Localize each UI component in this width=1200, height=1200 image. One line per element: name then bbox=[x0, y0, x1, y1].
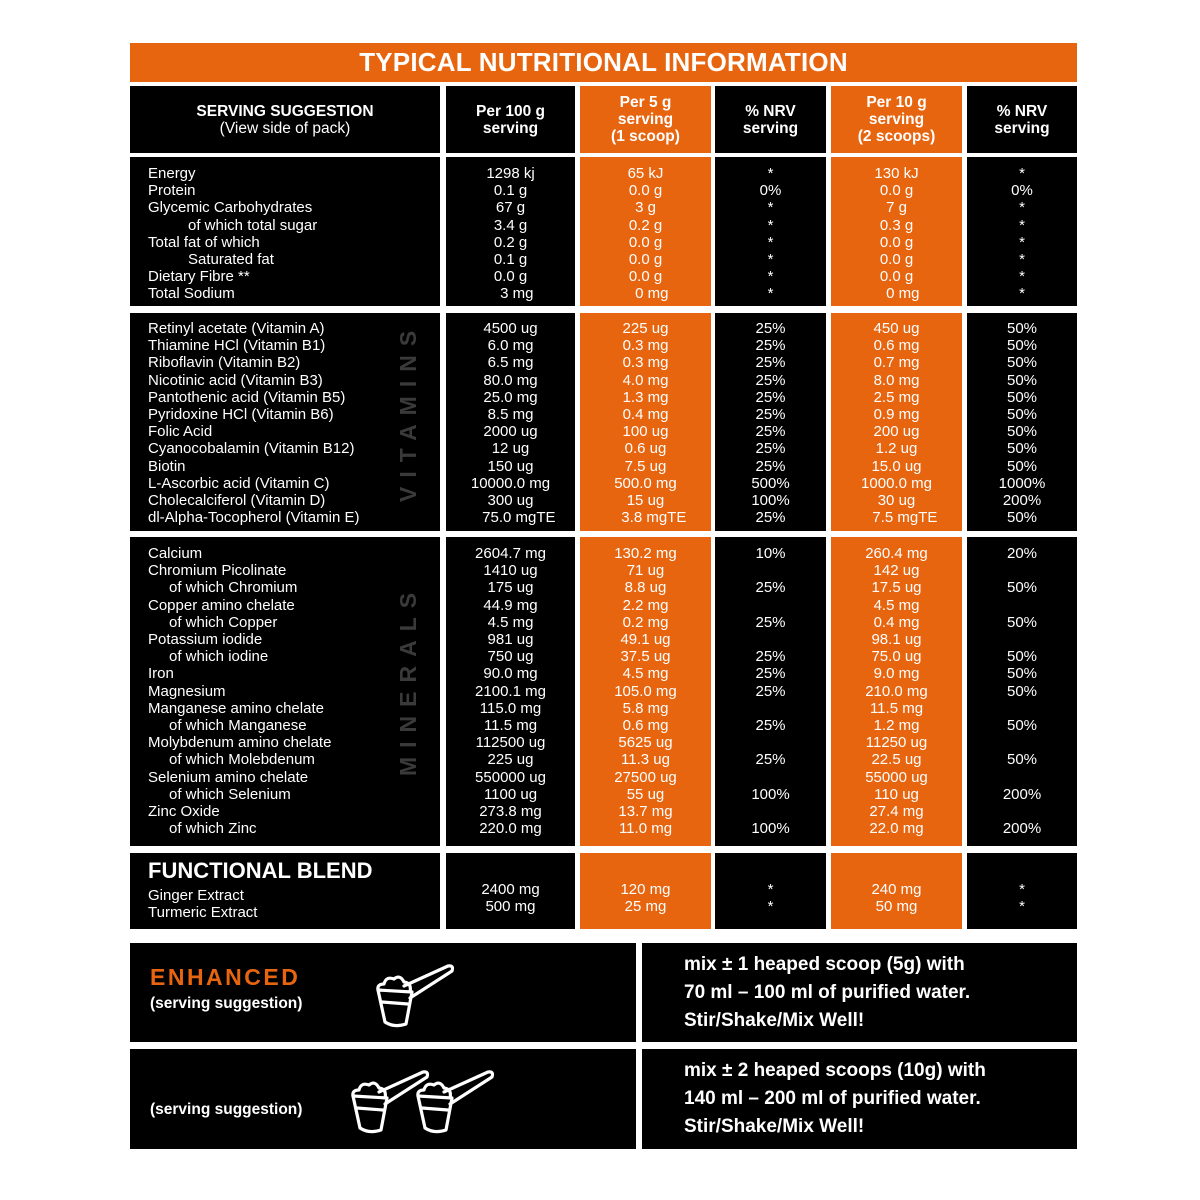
value-cell: 981 ug bbox=[487, 631, 534, 649]
value-cell: 25% bbox=[755, 648, 786, 666]
value-cell bbox=[715, 734, 826, 751]
value-cell: 0.0 g bbox=[628, 268, 663, 286]
value-cell: * bbox=[1019, 881, 1025, 898]
value-cell bbox=[967, 562, 1077, 579]
value-cell: 0.3 g bbox=[879, 216, 914, 234]
value-cell: 0.0 g bbox=[879, 182, 914, 200]
value-cell: 5625 ug bbox=[618, 734, 673, 752]
value-cell: 25% bbox=[755, 509, 786, 527]
header-label: % NRV bbox=[745, 102, 796, 120]
nutrient-name: of which total sugar bbox=[188, 216, 318, 234]
value-cell: 50 mg bbox=[875, 898, 918, 916]
vitamins-per5-values bbox=[580, 320, 711, 526]
value-cell: 240 mg bbox=[871, 881, 922, 898]
nutrient-name: Retinyl acetate (Vitamin A) bbox=[148, 320, 325, 337]
value-cell: 25% bbox=[755, 440, 786, 458]
value-cell: 3.4 g bbox=[493, 216, 528, 234]
general-per100-values bbox=[446, 165, 575, 303]
header-label: Per 10 g bbox=[866, 94, 927, 111]
nutrient-name: Magnesium bbox=[148, 682, 226, 700]
value-cell: 25% bbox=[755, 337, 786, 355]
value-cell: 13.7 mg bbox=[618, 803, 673, 821]
value-cell: 55000 ug bbox=[865, 768, 928, 786]
value-cell: 17.5 ug bbox=[871, 579, 922, 597]
value-cell: 27500 ug bbox=[614, 768, 677, 786]
value-cell: 120 mg bbox=[620, 881, 671, 898]
value-cell bbox=[967, 803, 1077, 820]
instruction-line: mix ± 1 heaped scoop (5g) with bbox=[684, 954, 965, 975]
nutrient-name: Glycemic Carbohydrates bbox=[148, 199, 313, 217]
instruction-line: Stir/Shake/Mix Well! bbox=[684, 1116, 865, 1137]
value-cell: 25% bbox=[755, 320, 786, 337]
value-cell: 50% bbox=[1006, 423, 1038, 441]
value-cell: 4.5 mg bbox=[622, 665, 669, 683]
value-cell: 115.0 mg bbox=[479, 699, 542, 717]
functional-per100-values bbox=[446, 881, 575, 915]
value-cell: 11.5 mg bbox=[869, 699, 924, 717]
value-cell: 25% bbox=[755, 717, 786, 735]
header-label: serving bbox=[868, 111, 925, 128]
value-cell: 142 ug bbox=[873, 562, 920, 580]
nutrient-name: Protein bbox=[148, 182, 196, 200]
value-cell: 50% bbox=[1006, 440, 1038, 458]
value-cell: 25% bbox=[755, 613, 786, 631]
value-cell: 50% bbox=[1006, 371, 1038, 389]
value-cell: 100% bbox=[751, 785, 790, 803]
value-cell: 50% bbox=[1006, 388, 1038, 406]
value-cell: 0.0 g bbox=[628, 182, 663, 200]
value-cell: 0.0 g bbox=[628, 251, 663, 269]
general-names bbox=[148, 165, 438, 303]
value-cell: 25% bbox=[755, 354, 786, 372]
value-cell: 1.3 mg bbox=[622, 388, 669, 406]
minerals-per5-values bbox=[580, 545, 711, 837]
nutrient-name: Total fat of which bbox=[148, 233, 260, 251]
general-per5-values bbox=[580, 165, 711, 303]
value-cell: 25% bbox=[755, 457, 786, 475]
value-cell: 2.2 mg bbox=[622, 596, 669, 614]
nutrient-name: Cyanocobalamin (Vitamin B12) bbox=[148, 440, 355, 458]
nutrient-name: Cholecalciferol (Vitamin D) bbox=[148, 492, 326, 510]
nutrient-name: L-Ascorbic acid (Vitamin C) bbox=[148, 474, 330, 492]
value-cell: 0.7 mg bbox=[873, 354, 920, 372]
nutrient-name: Folic Acid bbox=[148, 423, 213, 441]
nutrient-name: of which Selenium bbox=[169, 785, 291, 803]
value-cell: 50% bbox=[1006, 354, 1038, 372]
header-per-10g bbox=[831, 86, 962, 153]
functional-blend-title: FUNCTIONAL BLEND bbox=[148, 858, 373, 883]
value-cell: 200 ug bbox=[873, 423, 920, 441]
value-cell: 750 ug bbox=[487, 648, 534, 666]
value-cell: 130.2 mg bbox=[614, 545, 677, 562]
value-cell: 0% bbox=[1011, 182, 1033, 200]
value-cell: * bbox=[1019, 285, 1025, 303]
functional-nrv5-values bbox=[715, 881, 826, 915]
nutrient-name: of which Zinc bbox=[169, 820, 257, 838]
minerals-names bbox=[148, 545, 398, 837]
header-serving-suggestion bbox=[130, 86, 440, 153]
header-label: serving bbox=[482, 119, 539, 137]
value-cell: * bbox=[767, 898, 774, 916]
value-cell: 0.3 mg bbox=[622, 354, 669, 372]
value-cell: 50% bbox=[1006, 457, 1038, 475]
value-cell: 6.0 mg bbox=[487, 337, 534, 355]
value-cell: 25% bbox=[755, 423, 786, 441]
value-cell: 9.0 mg bbox=[873, 665, 920, 683]
nutrient-name: Thiamine HCl (Vitamin B1) bbox=[148, 337, 326, 355]
value-cell: 50% bbox=[1006, 406, 1038, 424]
value-cell: 50% bbox=[1006, 717, 1038, 735]
value-cell: 110 ug bbox=[874, 785, 919, 803]
value-cell: * bbox=[767, 216, 774, 234]
value-cell bbox=[715, 700, 826, 717]
value-cell bbox=[715, 803, 826, 820]
value-cell: 5.8 mg bbox=[622, 699, 669, 717]
value-cell: 2400 mg bbox=[481, 881, 540, 898]
vitamins-nrv10-values bbox=[967, 320, 1077, 526]
header-label: SERVING SUGGESTION bbox=[196, 102, 374, 120]
value-cell: * bbox=[767, 268, 774, 286]
value-cell: 7.5 ug bbox=[624, 457, 667, 475]
minerals-nrv10-values bbox=[967, 545, 1077, 837]
value-cell: 112500 ug bbox=[475, 734, 546, 752]
value-cell: 67 g bbox=[495, 199, 526, 217]
value-cell: 200% bbox=[1002, 785, 1042, 803]
value-cell bbox=[967, 769, 1077, 786]
value-cell: 550000 ug bbox=[475, 768, 546, 786]
double-instructions bbox=[684, 1057, 986, 1141]
value-cell bbox=[967, 597, 1077, 614]
value-cell: 44.9 mg bbox=[483, 596, 538, 614]
value-cell: * bbox=[1019, 268, 1025, 286]
nutrient-name: Manganese amino chelate bbox=[148, 699, 324, 717]
header-label: (2 scoops) bbox=[857, 128, 936, 145]
value-cell: 0.1 g bbox=[493, 182, 528, 200]
minerals-per100-values bbox=[446, 545, 575, 837]
nutrient-name: Chromium Picolinate bbox=[148, 562, 287, 580]
value-cell: 50% bbox=[1006, 648, 1038, 666]
header-label: (1 scoop) bbox=[611, 128, 680, 145]
value-cell: 500.0 mg bbox=[614, 474, 677, 492]
value-cell: 0.0 g bbox=[879, 251, 914, 269]
minerals-per10-values bbox=[831, 545, 962, 837]
nutrient-name: Energy bbox=[148, 165, 196, 182]
value-cell: 0.9 mg bbox=[873, 406, 920, 424]
header-label: serving bbox=[617, 111, 674, 128]
value-cell: 50% bbox=[1006, 665, 1038, 683]
value-cell: 15.0 ug bbox=[871, 457, 922, 475]
instruction-line: 140 ml – 200 ml of purified water. bbox=[684, 1088, 981, 1109]
value-cell: 22.0 mg bbox=[869, 820, 924, 838]
value-cell: 130 kJ bbox=[874, 165, 919, 182]
minerals-vertical-label: MINERALS bbox=[395, 583, 421, 776]
vitamins-vertical-label: VITAMINS bbox=[395, 321, 421, 502]
value-cell: 2100.1 mg bbox=[475, 682, 546, 700]
scoop-icon bbox=[370, 962, 460, 1032]
value-cell: * bbox=[767, 199, 774, 217]
value-cell: 200% bbox=[1002, 492, 1042, 510]
nutrient-name: Riboflavin (Vitamin B2) bbox=[148, 354, 301, 372]
nutrient-name: of which Manganese bbox=[169, 717, 307, 735]
value-cell: 80.0 mg bbox=[483, 371, 538, 389]
value-cell: 0.2 g bbox=[628, 216, 663, 234]
nutrient-name: Selenium amino chelate bbox=[148, 768, 309, 786]
value-cell: * bbox=[767, 165, 774, 182]
value-cell: 1410 ug bbox=[483, 562, 538, 580]
value-cell: 0 mg bbox=[622, 285, 669, 303]
value-cell: 75.0 mgTE bbox=[465, 509, 556, 527]
value-cell: 4.0 mg bbox=[622, 371, 669, 389]
value-cell: * bbox=[767, 285, 774, 303]
vitamins-nrv5-values bbox=[715, 320, 826, 526]
minerals-nrv5-values bbox=[715, 545, 826, 837]
value-cell: 2604.7 mg bbox=[475, 545, 546, 562]
value-cell: 0.4 mg bbox=[622, 406, 669, 424]
value-cell: 55 ug bbox=[626, 785, 665, 803]
nutrient-name: Pyridoxine HCl (Vitamin B6) bbox=[148, 406, 334, 424]
value-cell: * bbox=[767, 881, 774, 898]
value-cell bbox=[967, 631, 1077, 648]
nutrient-name: Molybdenum amino chelate bbox=[148, 734, 332, 752]
value-cell: 7 g bbox=[886, 199, 907, 217]
value-cell: 100 ug bbox=[622, 423, 669, 441]
value-cell: 90.0 mg bbox=[483, 665, 538, 683]
value-cell: 0.0 g bbox=[879, 233, 914, 251]
nutrient-name: Dietary Fibre ** bbox=[148, 268, 250, 286]
value-cell: 210.0 mg bbox=[865, 682, 928, 700]
header-sublabel: (View side of pack) bbox=[219, 119, 351, 137]
value-cell: * bbox=[1019, 251, 1025, 269]
value-cell: 1.2 mg bbox=[873, 717, 920, 735]
value-cell: 50% bbox=[1006, 579, 1038, 597]
value-cell: 50% bbox=[1006, 337, 1038, 355]
value-cell: * bbox=[767, 233, 774, 251]
value-cell: 65 kJ bbox=[627, 165, 664, 182]
value-cell bbox=[715, 631, 826, 648]
value-cell: 0.6 ug bbox=[624, 440, 667, 458]
value-cell: 300 ug bbox=[487, 492, 534, 510]
value-cell bbox=[967, 734, 1077, 751]
value-cell: 0.0 g bbox=[628, 233, 663, 251]
instruction-line: mix ± 2 heaped scoops (10g) with bbox=[684, 1060, 986, 1081]
value-cell: 175 ug bbox=[487, 579, 534, 597]
value-cell: 260.4 mg bbox=[865, 545, 928, 562]
value-cell: 71 ug bbox=[626, 562, 665, 580]
value-cell: 225 ug bbox=[487, 751, 534, 769]
value-cell: 25% bbox=[755, 682, 786, 700]
header-per-5g bbox=[580, 86, 711, 153]
value-cell: 500 mg bbox=[485, 898, 536, 916]
nutrient-name: Turmeric Extract bbox=[148, 904, 258, 922]
value-cell: 11250 ug bbox=[865, 734, 928, 752]
nutrient-name: Copper amino chelate bbox=[148, 596, 295, 614]
nutrient-name: of which Copper bbox=[169, 613, 278, 631]
value-cell: 15 ug bbox=[626, 492, 665, 510]
value-cell: 0.6 mg bbox=[622, 717, 669, 735]
value-cell: 49.1 ug bbox=[620, 631, 671, 649]
value-cell: 50% bbox=[1006, 320, 1038, 337]
nutrient-name: Potassium iodide bbox=[148, 631, 263, 649]
vitamins-names bbox=[148, 320, 398, 526]
header-label: Per 5 g bbox=[619, 94, 672, 111]
value-cell: 11.0 mg bbox=[618, 820, 673, 838]
value-cell: 2000 ug bbox=[483, 423, 538, 441]
nutrient-name: of which Molebdenum bbox=[169, 751, 315, 769]
nutrient-name: dl-Alpha-Tocopherol (Vitamin E) bbox=[148, 509, 360, 527]
value-cell bbox=[715, 769, 826, 786]
value-cell: * bbox=[767, 251, 774, 269]
value-cell: * bbox=[1019, 898, 1025, 916]
value-cell: 200% bbox=[1002, 820, 1042, 838]
general-nrv5-values bbox=[715, 165, 826, 303]
nutrient-name: Saturated fat bbox=[188, 251, 274, 269]
value-cell: 50% bbox=[1006, 509, 1038, 527]
value-cell: * bbox=[1019, 233, 1025, 251]
value-cell: 100% bbox=[751, 492, 790, 510]
nutrient-name: of which iodine bbox=[169, 648, 269, 666]
value-cell: 0.0 g bbox=[879, 268, 914, 286]
value-cell: 0.6 mg bbox=[873, 337, 920, 355]
serving-suggestion-label: (serving suggestion) bbox=[150, 1101, 303, 1118]
value-cell: 37.5 ug bbox=[620, 648, 671, 666]
value-cell: 25 mg bbox=[624, 898, 667, 916]
value-cell: 1.2 ug bbox=[875, 440, 918, 458]
value-cell: 220.0 mg bbox=[479, 820, 542, 838]
value-cell bbox=[967, 700, 1077, 717]
value-cell: 25% bbox=[755, 406, 786, 424]
value-cell: 11.5 mg bbox=[483, 717, 538, 735]
value-cell: 3 mg bbox=[487, 285, 534, 303]
page-title: TYPICAL NUTRITIONAL INFORMATION bbox=[130, 43, 1077, 82]
functional-nrv10-values bbox=[967, 881, 1077, 915]
value-cell: 11.3 ug bbox=[621, 751, 670, 769]
nutrient-name: of which Chromium bbox=[169, 579, 298, 597]
nutrient-name: Pantothenic acid (Vitamin B5) bbox=[148, 388, 346, 406]
value-cell: 3.8 mgTE bbox=[604, 509, 687, 527]
instruction-line: Stir/Shake/Mix Well! bbox=[684, 1010, 865, 1031]
nutrient-name: Zinc Oxide bbox=[148, 803, 220, 821]
header-label: Per 100 g bbox=[476, 102, 545, 120]
value-cell: 225 ug bbox=[622, 320, 669, 337]
nutrient-name: Ginger Extract bbox=[148, 887, 244, 904]
value-cell: 12 ug bbox=[491, 440, 530, 458]
header-label: % NRV bbox=[996, 102, 1048, 120]
value-cell: 0.2 mg bbox=[622, 613, 669, 631]
value-cell bbox=[715, 562, 826, 579]
enhanced-label: ENHANCED bbox=[150, 964, 301, 990]
enhanced-instructions bbox=[684, 951, 970, 1035]
value-cell: 75.0 ug bbox=[871, 648, 922, 666]
nutrient-name: Biotin bbox=[148, 457, 186, 475]
value-cell: 22.5 ug bbox=[871, 751, 922, 769]
value-cell: 98.1 ug bbox=[871, 631, 922, 649]
nutrient-name: Iron bbox=[148, 665, 174, 683]
value-cell: 105.0 mg bbox=[614, 682, 677, 700]
value-cell: 150 ug bbox=[487, 457, 534, 475]
value-cell: 0.3 mg bbox=[622, 337, 669, 355]
value-cell: * bbox=[1019, 165, 1025, 182]
instruction-line: 70 ml – 100 ml of purified water. bbox=[684, 982, 971, 1003]
value-cell: 8.8 ug bbox=[624, 579, 667, 597]
value-cell: * bbox=[1019, 216, 1025, 234]
functional-per10-values bbox=[831, 881, 962, 915]
value-cell: 20% bbox=[1006, 545, 1038, 562]
value-cell: 25% bbox=[755, 388, 786, 406]
value-cell: 8.0 mg bbox=[873, 371, 920, 389]
value-cell: 27.4 mg bbox=[869, 803, 924, 821]
value-cell: 30 ug bbox=[877, 492, 916, 510]
value-cell: 1000% bbox=[998, 474, 1046, 492]
general-nrv10-values bbox=[967, 165, 1077, 303]
value-cell: 8.5 mg bbox=[487, 406, 534, 424]
value-cell: 25% bbox=[755, 579, 786, 597]
value-cell: 1000.0 mg bbox=[861, 474, 932, 492]
value-cell: 4.5 mg bbox=[487, 613, 534, 631]
general-per10-values bbox=[831, 165, 962, 303]
value-cell: 25% bbox=[755, 371, 786, 389]
header-per-100g bbox=[446, 86, 575, 153]
value-cell: 100% bbox=[751, 820, 790, 838]
value-cell: 3 g bbox=[635, 199, 656, 217]
value-cell bbox=[715, 597, 826, 614]
nutrient-name: Nicotinic acid (Vitamin B3) bbox=[148, 371, 323, 389]
value-cell: 6.5 mg bbox=[487, 354, 534, 372]
value-cell: 0.4 mg bbox=[873, 613, 920, 631]
header-label: serving bbox=[994, 119, 1050, 137]
header-nrv-10g bbox=[967, 86, 1077, 153]
value-cell: * bbox=[1019, 199, 1025, 217]
vitamins-per10-values bbox=[831, 320, 962, 526]
value-cell: 0% bbox=[759, 182, 782, 200]
value-cell: 10000.0 mg bbox=[470, 474, 551, 492]
value-cell: 0.2 g bbox=[493, 233, 528, 251]
value-cell: 450 ug bbox=[873, 320, 920, 337]
scoop-icon bbox=[410, 1068, 500, 1138]
value-cell: 50% bbox=[1006, 682, 1038, 700]
header-nrv-5g bbox=[715, 86, 826, 153]
value-cell: 25.0 mg bbox=[483, 388, 538, 406]
value-cell: 4500 ug bbox=[483, 320, 538, 337]
value-cell: 500% bbox=[751, 474, 790, 492]
nutrient-name: Total Sodium bbox=[148, 285, 235, 303]
nutrient-name: Calcium bbox=[148, 545, 203, 562]
value-cell: 0 mg bbox=[873, 285, 920, 303]
value-cell: 273.8 mg bbox=[479, 803, 542, 821]
value-cell: 10% bbox=[755, 545, 786, 562]
value-cell: 50% bbox=[1006, 613, 1038, 631]
vitamins-per100-values bbox=[446, 320, 575, 526]
functional-per5-values bbox=[580, 881, 711, 915]
functional-names bbox=[148, 887, 428, 921]
value-cell: 0.1 g bbox=[493, 251, 528, 269]
serving-suggestion-label: (serving suggestion) bbox=[150, 995, 303, 1012]
value-cell: 7.5 mgTE bbox=[855, 509, 938, 527]
value-cell: 0.0 g bbox=[493, 268, 528, 286]
header-label: serving bbox=[742, 119, 799, 137]
value-cell: 50% bbox=[1006, 751, 1038, 769]
value-cell: 1100 ug bbox=[483, 785, 538, 803]
value-cell: 1298 kj bbox=[486, 165, 535, 182]
value-cell: 2.5 mg bbox=[873, 388, 920, 406]
value-cell: 4.5 mg bbox=[873, 596, 920, 614]
value-cell: 25% bbox=[755, 751, 786, 769]
value-cell: 25% bbox=[755, 665, 786, 683]
